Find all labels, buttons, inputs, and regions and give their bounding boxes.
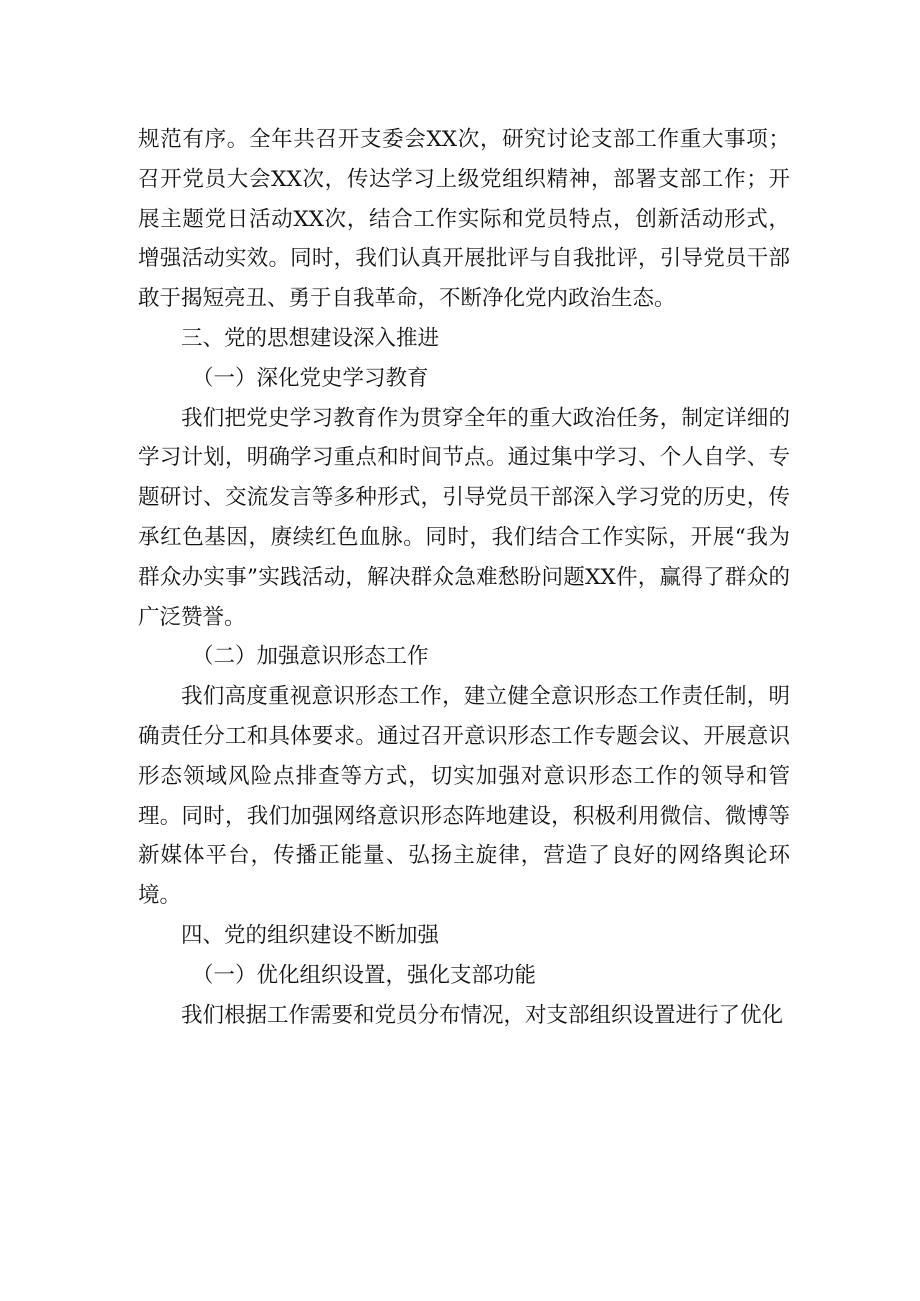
paragraph-organization: 我们根据工作需要和党员分布情况，对支部组织设置进行了优化 [181, 1002, 784, 1028]
document-page [138, 120, 790, 1035]
paragraph-party-history: 我们把党史学习教育作为贯穿全年的重大政治任务，制定详细的学习计划，明确学习重点和时间节点。通过集中学习、个人自学、专题研讨、交流发言等多种形式，引导党员干部深入学习党的历史，传承红色基因，赓续红色血脉。同时，我们结合工作实际，开展“我为群众办实事”实践活动，解决群众急难愁盼问题XX件，赢得了群众的广泛赞誉。 [138, 405, 790, 630]
section-heading-three: 三、党的思想建设深入推进 [181, 325, 440, 351]
paragraph-continuation: 规范有序。全年共召开支委会XX次，研究讨论支部工作重大事项；召开党员大会XX次，传达学习上级党组织精神，部署支部工作；开展主题党日活动XX次，结合工作实际和党员特点，创新活动形式，增强活动实效。同时，我们认真开展批评与自我批评，引导党员干部敢于揭短亮丑、勇于自我革命，不断净化党内政治生态。 [138, 127, 790, 312]
paragraph-ideology: 我们高度重视意识形态工作，建立健全意识形态工作责任制，明确责任分工和具体要求。通过召开意识形态工作专题会议、开展意识形态领域风险点排查等方式，切实加强对意识形态工作的领导和管理。同时，我们加强网络意识形态阵地建设，积极利用微信、微博等新媒体平台，传播正能量、弘扬主旋律，营造了良好的网络舆论环境。 [138, 684, 790, 909]
subsection-heading-organization: （一）优化组织设置，强化支部功能 [192, 962, 537, 988]
section-heading-four: 四、党的组织建设不断加强 [181, 922, 440, 948]
subsection-heading-party-history: （一）深化党史学习教育 [192, 365, 429, 391]
subsection-heading-ideology: （二）加强意识形态工作 [192, 644, 429, 670]
